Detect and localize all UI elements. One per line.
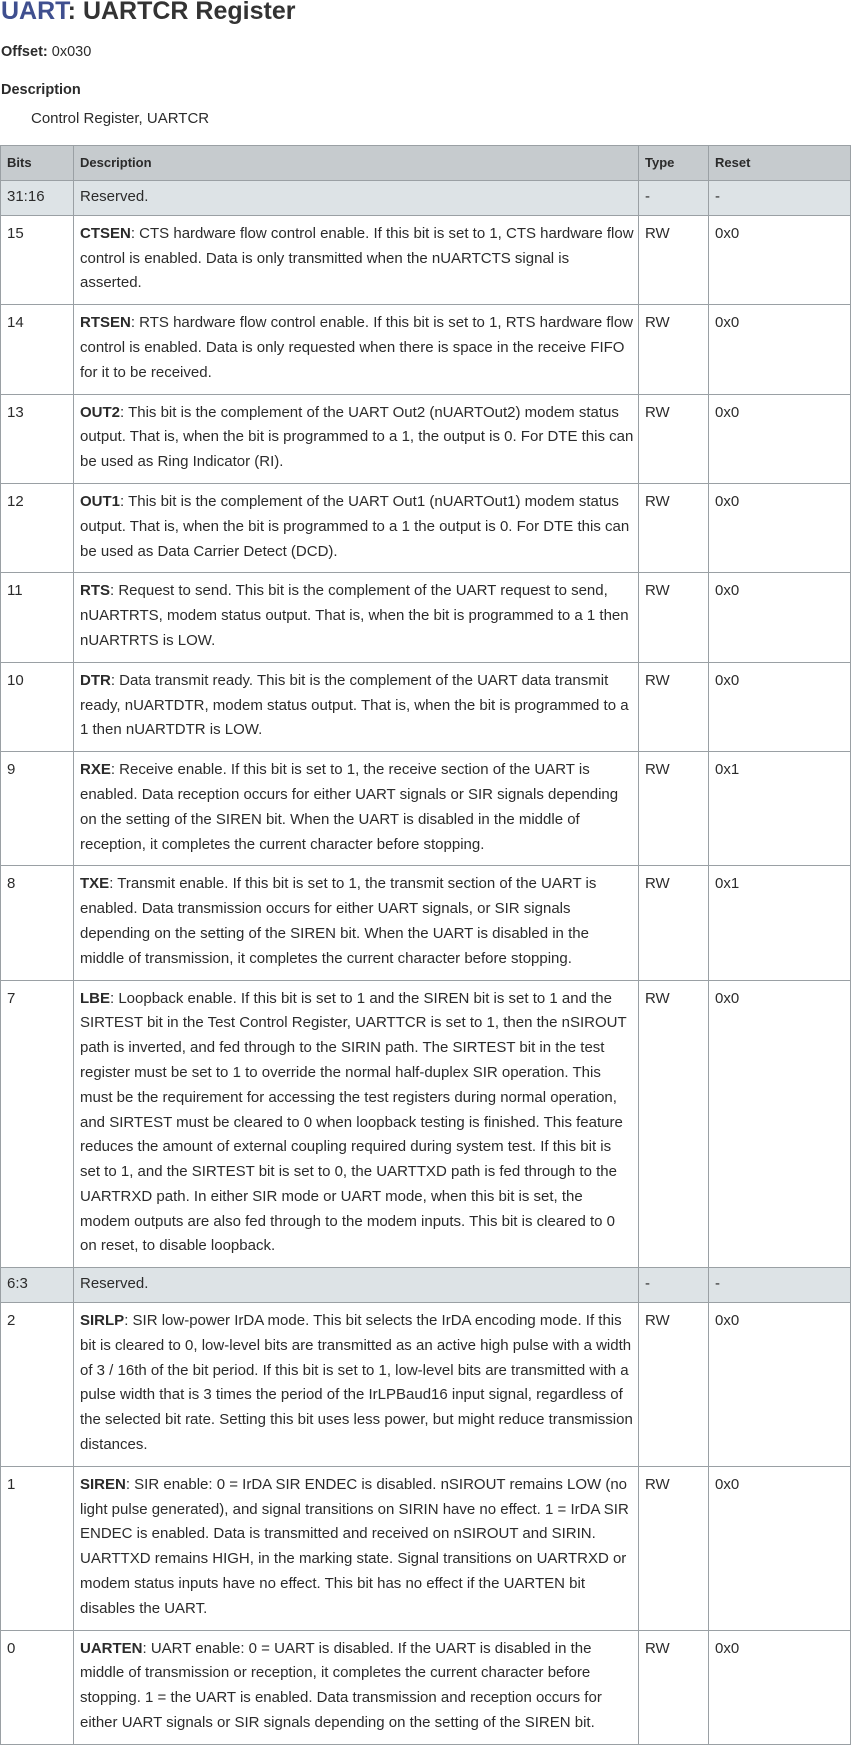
cell-description bbox=[74, 980, 639, 1268]
cell-bits: 15 bbox=[1, 215, 74, 304]
cell-bits: 11 bbox=[1, 573, 74, 662]
cell-type: RW bbox=[639, 394, 709, 483]
cell-reset: 0x0 bbox=[709, 305, 851, 394]
cell-reset: 0x0 bbox=[709, 662, 851, 751]
cell-type: RW bbox=[639, 215, 709, 304]
cell-bits: 7 bbox=[1, 980, 74, 1268]
table-row bbox=[1, 866, 851, 980]
field-name: DTR bbox=[80, 671, 111, 689]
cell-type: RW bbox=[639, 1303, 709, 1467]
cell-type: RW bbox=[639, 573, 709, 662]
field-description: : RTS hardware flow control enable. If this bit is set to 1, RTS hardware flow control is enabled. Data is only requested when there is space in the receive FIFO for it to be received. bbox=[80, 314, 634, 381]
table-row bbox=[1, 305, 851, 394]
field-name: SIREN bbox=[80, 1475, 126, 1493]
cell-type: RW bbox=[639, 1630, 709, 1744]
field-name: CTSEN bbox=[80, 224, 131, 242]
field-name: SIRLP bbox=[80, 1312, 125, 1330]
table-header-row bbox=[1, 146, 851, 181]
cell-type: RW bbox=[639, 866, 709, 980]
cell-bits: 1 bbox=[1, 1466, 74, 1630]
cell-bits: 10 bbox=[1, 662, 74, 751]
cell-bits: 0 bbox=[1, 1630, 74, 1744]
column-header-reset: Reset bbox=[709, 146, 851, 181]
table-body bbox=[1, 181, 851, 1745]
cell-bits: 9 bbox=[1, 752, 74, 866]
description-heading: Description bbox=[1, 82, 81, 98]
cell-bits: 12 bbox=[1, 483, 74, 572]
field-description: : This bit is the complement of the UART Out1 (nUARTOut1) modem status output. That is, when the bit is programmed to a 1 the output is 0. For DTE this can be used as Data Carrier Detect (DCD). bbox=[80, 492, 630, 560]
field-description: : UART enable: 0 = UART is disabled. If the UART is disabled in the middle of transmission or reception, it completes the current character before stopping. 1 = the UART is enabled. Data transmission and reception occurs for either UART signals or SIR signals depending on the setting of the SIREN bit. bbox=[80, 1639, 602, 1732]
cell-description bbox=[74, 573, 639, 662]
field-description: Reserved. bbox=[80, 1275, 149, 1293]
cell-reset: 0x0 bbox=[709, 1630, 851, 1744]
cell-bits: 31:16 bbox=[1, 181, 74, 216]
column-header-description: Description bbox=[74, 146, 639, 181]
table-row bbox=[1, 1466, 851, 1630]
offset-label: Offset: bbox=[1, 44, 48, 60]
field-description: : Loopback enable. If this bit is set to 1 and the SIREN bit is set to 1 and the SIRTEST bit in the Test Control Register, UARTTCR is set to 1, then the nSIROUT path is inverted, and fed through to the SIRIN path. The SIRTEST bit in the test register must be set to 1 to override the normal half-duplex SIR operation. This must be the requirement for accessing the test registers during normal operation, and SIRTEST must be cleared to 0 when loopback testing is finished. This feature reduces the amount of external coupling required during system test. If this bit is set to 1, and the SIRTEST bit is set to 0, the UARTTXD path is fed through to the UARTRXD path. In either SIR mode or UART mode, when this bit is set, the modem outputs are also fed through to the modem inputs. This bit is cleared to 0 on reset, to disable loopback. bbox=[80, 989, 627, 1255]
field-description: : CTS hardware flow control enable. If this bit is set to 1, CTS hardware flow control is enabled. Data is only transmitted when the nUARTCTS signal is asserted. bbox=[80, 224, 634, 292]
cell-description bbox=[74, 1268, 639, 1303]
field-description: : SIR enable: 0 = IrDA SIR ENDEC is disabled. nSIROUT remains LOW (no light pulse generated), and signal transitions on SIRIN have no effect. 1 = IrDA SIR ENDEC is enabled. Data is transmitted and received on nSIROUT and SIRIN. UARTTXD remains HIGH, in the marking state. Signal transitions on UARTRXD or modem status inputs have no effect. This bit has no effect if the UARTEN bit disables the UART. bbox=[80, 1475, 629, 1617]
cell-bits: 6:3 bbox=[1, 1268, 74, 1303]
table-row bbox=[1, 980, 851, 1268]
table-row bbox=[1, 752, 851, 866]
field-name: RXE bbox=[80, 761, 111, 779]
cell-description bbox=[74, 215, 639, 304]
cell-description bbox=[74, 866, 639, 980]
field-name: OUT2 bbox=[80, 403, 121, 421]
cell-bits: 13 bbox=[1, 394, 74, 483]
register-title: : UARTCR Register bbox=[67, 0, 296, 25]
description-text: Control Register, UARTCR bbox=[31, 110, 210, 127]
cell-type: RW bbox=[639, 662, 709, 751]
field-name: OUT1 bbox=[80, 492, 121, 510]
field-name: RTSEN bbox=[80, 314, 131, 332]
uart-link[interactable]: UART bbox=[1, 0, 68, 25]
cell-reset: 0x0 bbox=[709, 1303, 851, 1467]
cell-description bbox=[74, 483, 639, 572]
cell-description bbox=[74, 752, 639, 866]
field-description: : Request to send. This bit is the complement of the UART request to send, nUARTRTS, modem status output. That is, when the bit is programmed to a 1 then nUARTRTS is LOW. bbox=[80, 582, 629, 649]
table-row bbox=[1, 394, 851, 483]
field-name: UARTEN bbox=[80, 1639, 143, 1657]
field-description: Reserved. bbox=[80, 188, 149, 205]
table-row bbox=[1, 573, 851, 662]
cell-bits: 8 bbox=[1, 866, 74, 980]
cell-type: RW bbox=[639, 980, 709, 1268]
cell-type: - bbox=[639, 1268, 709, 1303]
cell-description bbox=[74, 1630, 639, 1744]
cell-type: RW bbox=[639, 752, 709, 866]
field-name: TXE bbox=[80, 875, 110, 893]
cell-reset: 0x0 bbox=[709, 573, 851, 662]
cell-reset: 0x0 bbox=[709, 483, 851, 572]
offset-value: 0x030 bbox=[47, 44, 92, 60]
offset-line bbox=[1, 43, 91, 61]
register-fields-table bbox=[0, 145, 851, 1745]
field-name: RTS bbox=[80, 582, 110, 600]
cell-type: RW bbox=[639, 305, 709, 394]
cell-type: - bbox=[639, 181, 709, 216]
table-row bbox=[1, 662, 851, 751]
field-name: LBE bbox=[80, 989, 110, 1007]
cell-description bbox=[74, 1303, 639, 1467]
cell-description bbox=[74, 394, 639, 483]
page-title bbox=[1, 0, 295, 24]
cell-type: RW bbox=[639, 483, 709, 572]
table-row bbox=[1, 181, 851, 216]
cell-reset: 0x0 bbox=[709, 1466, 851, 1630]
cell-bits: 2 bbox=[1, 1303, 74, 1467]
table-row bbox=[1, 1303, 851, 1467]
table-row bbox=[1, 1630, 851, 1744]
cell-description bbox=[74, 662, 639, 751]
cell-reset: 0x0 bbox=[709, 394, 851, 483]
table-row bbox=[1, 483, 851, 572]
cell-description bbox=[74, 181, 639, 216]
cell-reset: 0x1 bbox=[709, 752, 851, 866]
cell-type: RW bbox=[639, 1466, 709, 1630]
cell-reset: - bbox=[709, 1268, 851, 1303]
field-description: : SIR low-power IrDA mode. This bit selects the IrDA encoding mode. If this bit is cleared to 0, low-level bits are transmitted as an active high pulse with a width of 3 / 16th of the bit period. If this bit is set to 1, low-level bits are transmitted with a pulse width that is 3 times the period of the IrLPBaud16 input signal, regardless of the selected bit rate. Setting this bit uses less power, but might reduce transmission distances. bbox=[80, 1312, 633, 1454]
field-description: : Transmit enable. If this bit is set to 1, the transmit section of the UART is enabled. Data transmission occurs for either UART signals, or SIR signals depending on the setting of the SIREN bit. When the UART is disabled in the middle of transmission, it completes the current character before stopping. bbox=[80, 875, 597, 967]
column-header-type: Type bbox=[639, 146, 709, 181]
table-row bbox=[1, 215, 851, 304]
field-description: : Data transmit ready. This bit is the complement of the UART data transmit ready, nUARTDTR, modem status output. That is, when the bit is programmed to a 1 then nUARTDTR is LOW. bbox=[80, 671, 629, 739]
cell-reset: - bbox=[709, 181, 851, 216]
cell-reset: 0x1 bbox=[709, 866, 851, 980]
field-description: : This bit is the complement of the UART Out2 (nUARTOut2) modem status output. That is, when the bit is programmed to a 1, the output is 0. For DTE this can be used as Ring Indicator (RI). bbox=[80, 403, 634, 471]
cell-reset: 0x0 bbox=[709, 215, 851, 304]
cell-description bbox=[74, 1466, 639, 1630]
cell-description bbox=[74, 305, 639, 394]
column-header-bits: Bits bbox=[1, 146, 74, 181]
cell-bits: 14 bbox=[1, 305, 74, 394]
field-description: : Receive enable. If this bit is set to 1, the receive section of the UART is enabled. Data reception occurs for either UART signals or SIR signals depending on the setting of the SIREN bit. When the UART is disabled in the middle of reception, it completes the current character before stopping. bbox=[80, 761, 619, 853]
table-row bbox=[1, 1268, 851, 1303]
cell-reset: 0x0 bbox=[709, 980, 851, 1268]
